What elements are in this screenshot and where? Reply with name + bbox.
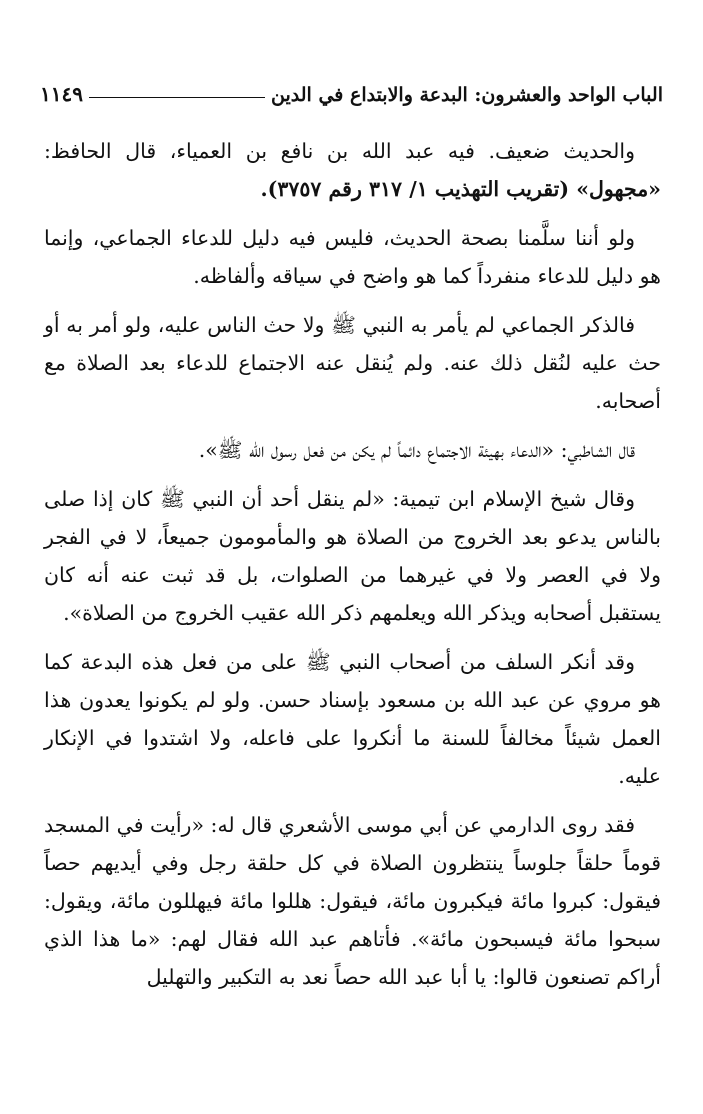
paragraph-text-block: وقال شيخ الإسلام ابن تيمية: «لم ينقل أحد أن النبي ﷺ كان إذا صلى بالناس يدعو بعد الخروج من الصلاة هو والمأمومون جميعاً، لا في الفجر ولا في العصر ولا في غيرهما من الصلوات، بل قد ثبت عنه أنه كان يستقبل أصحابه ويذكر الله ويعلمهم ذكر الله عقيب الخروج من الصلاة».	[44, 487, 661, 625]
paragraph-text-block: ولو أننا سلَّمنا بصحة الحديث، فليس فيه دليل للدعاء الجماعي، وإنما هو دليل للدعاء منفرداً كما هو واضح في سياقه وألفاظه.	[44, 226, 661, 288]
paragraph-hadith-grading	[44, 132, 661, 208]
header-rule	[89, 97, 265, 98]
page-body	[44, 132, 661, 1007]
paragraph-text-block: فالذكر الجماعي لم يأمر به النبي ﷺ ولا حث الناس عليه، ولو أمر به أو حث عليه لنُقل ذلك عنه. ولم يُنقل عنه الاجتماع للدعاء بعد الصلاة مع أصحابه.	[44, 313, 661, 413]
paragraph-text-block: قال الشاطبي: «الدعاء بهيئة الاجتماع دائماً لم يكن من فعل رسول الله ﷺ».	[198, 438, 635, 462]
chapter-title: الباب الواحد والعشرون: البدعة والابتداع في الدين	[271, 84, 663, 106]
citation-taqrib: «مجهول» (تقريب التهذيب ١/ ٣١٧ رقم ٣٧٥٧).	[260, 177, 661, 201]
page-number: ١١٤٩	[40, 82, 83, 106]
paragraph-text-block: وقد أنكر السلف من أصحاب النبي ﷺ على من فعل هذه البدعة كما هو مروي عن عبد الله بن مسعود بإسناد حسن. ولو لم يكونوا يعدون هذا العمل شيئاً مخالفاً للسنة ما أنكروا على فاعله، ولا اشتدوا في الإنكار عليه.	[44, 650, 661, 788]
paragraph-text: والحديث ضعيف. فيه عبد الله بن نافع بن العمياء، قال الحافظ:	[44, 139, 635, 163]
paragraph-text-block: فقد روى الدارمي عن أبي موسى الأشعري قال له: «رأيت في المسجد قوماً حلقاً جلوساً ينتظرون الصلاة في كل حلقة رجل وفي أيديهم حصاً فيقول: كبروا مائة فيكبرون مائة، فيقول: هللوا مائة فيهللون مائة، ويقول: سبحوا مائة فيسبحون مائة». فأتاهم عبد الله فقال لهم: «ما هذا الذي أراكم تصنعون قالوا: يا أبا عبد الله حصاً نعد به التكبير والتهليل	[44, 813, 661, 989]
running-header	[40, 72, 663, 106]
